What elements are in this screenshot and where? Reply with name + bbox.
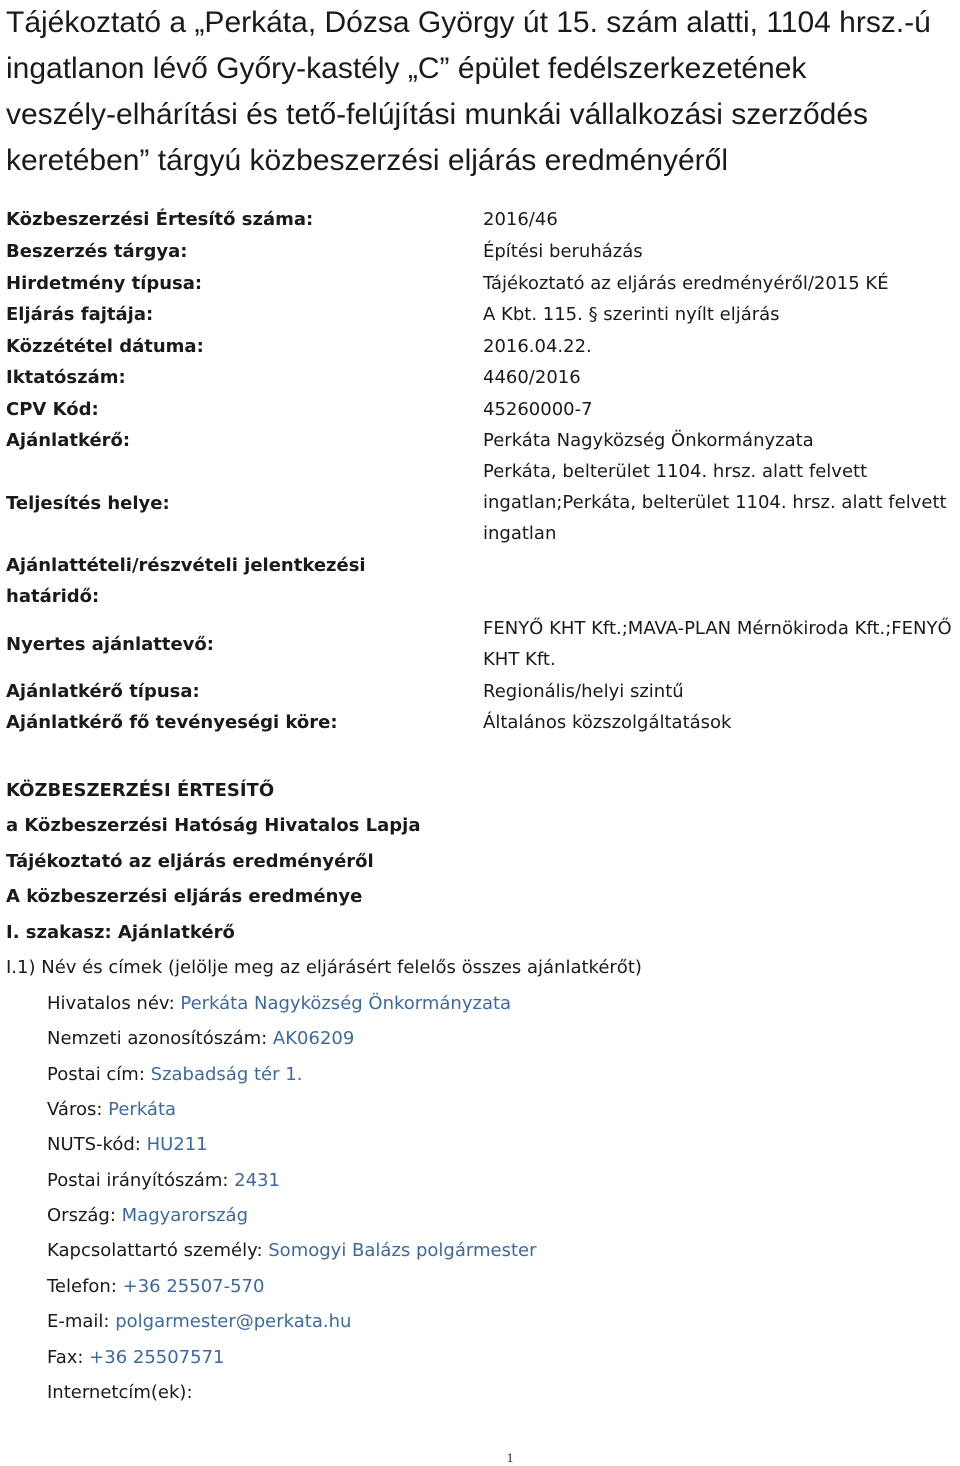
field-nuts-code [47, 1134, 208, 1155]
nyertes-label: Nyertes ajánlattevő: [6, 634, 214, 655]
tevekenyseg-label: Ajánlatkérő fő tevényeségi köre: [6, 712, 338, 733]
result-heading: A közbeszerzési eljárás eredménye [6, 886, 363, 907]
ajanlatkero-value: Perkáta Nagyközség Önkormányzata [483, 430, 814, 451]
field-label: Nemzeti azonosítószám: [47, 1028, 273, 1049]
tipus-label: Ajánlatkérő típusa: [6, 681, 200, 702]
field-fax [47, 1347, 225, 1368]
cpv-value: 45260000-7 [483, 399, 593, 420]
field-label: Hivatalos név: [47, 993, 181, 1014]
field-country [47, 1205, 248, 1226]
field-label: NUTS-kód: [47, 1134, 147, 1155]
notice-heading: Tájékoztató az eljárás eredményéről [6, 851, 374, 872]
hirdetmeny-label: Hirdetmény típusa: [6, 273, 203, 294]
iktato-label: Iktatószám: [6, 367, 126, 388]
field-label: Postai irányítószám: [47, 1170, 235, 1191]
page-number: 1 [506, 1450, 514, 1465]
field-web-address [47, 1382, 193, 1403]
email-link[interactable]: polgarmester@perkata.hu [115, 1311, 352, 1332]
nyertes-value: FENYŐ KHT Kft.;MAVA-PLAN Mérnökiroda Kft.;FENYŐ KHT Kft. [483, 618, 952, 670]
targy-value: Építési beruházás [483, 241, 643, 262]
field-postal-address [47, 1064, 302, 1085]
field-city [47, 1099, 176, 1120]
hirdetmeny-value: Tájékoztató az eljárás eredményéről/2015 KÉ [483, 273, 889, 294]
field-official-name [47, 993, 511, 1014]
bulletin-heading: KÖZBESZERZÉSI ÉRTESÍTŐ [6, 780, 275, 801]
tipus-value: Regionális/helyi szintű [483, 681, 684, 702]
field-phone [47, 1276, 264, 1297]
field-postal-code [47, 1170, 280, 1191]
tevekenyseg-value: Általános közszolgáltatások [483, 712, 732, 733]
fajta-value: A Kbt. 115. § szerinti nyílt eljárás [483, 304, 780, 325]
field-value: 2431 [234, 1170, 280, 1191]
field-value: +36 25507-570 [122, 1276, 265, 1297]
section-heading: I. szakasz: Ajánlatkérő [6, 922, 235, 943]
field-value: Perkáta Nagyközség Önkormányzata [180, 993, 512, 1014]
cpv-label: CPV Kód: [6, 399, 99, 420]
field-label: Internetcím(ek): [47, 1382, 193, 1403]
field-label: Ország: [47, 1205, 122, 1226]
document-title: Tájékoztató a „Perkáta, Dózsa György út 15. szám alatti, 1104 hrsz.-ú ingatlanon lévő Győry-kastély „C” épület fedélszerkezetének veszély-elhárítási és tető-felújítási munkái vállalkozási szerződés keretében” tárgyú közbeszerzési eljárás eredményéről [6, 6, 931, 177]
kozzetetel-label: Közzététel dátuma: [6, 336, 204, 357]
field-contact-person [47, 1240, 537, 1261]
field-value: AK06209 [272, 1028, 355, 1049]
field-email [47, 1311, 351, 1332]
field-label: E-mail: [47, 1311, 116, 1332]
field-label: Telefon: [47, 1276, 123, 1297]
targy-label: Beszerzés tárgya: [6, 241, 188, 262]
field-value: +36 25507571 [89, 1347, 225, 1368]
field-value: Szabadság tér 1. [150, 1064, 303, 1085]
ertesito-value: 2016/46 [483, 209, 558, 230]
field-value: Somogyi Balázs polgármester [268, 1240, 537, 1261]
field-value: HU211 [146, 1134, 208, 1155]
section-1-1: I.1) Név és címek (jelölje meg az eljárásért felelős összes ajánlatkérőt) [6, 957, 642, 978]
ajanlatkero-label: Ajánlatkérő: [6, 430, 131, 451]
field-value: Magyarország [121, 1205, 249, 1226]
kozzetetel-value: 2016.04.22. [483, 336, 592, 357]
field-value: Perkáta [108, 1099, 177, 1120]
field-label: Fax: [47, 1347, 90, 1368]
field-label: Város: [47, 1099, 109, 1120]
iktato-value: 4460/2016 [483, 367, 581, 388]
field-label: Kapcsolattartó személy: [47, 1240, 269, 1261]
fajta-label: Eljárás fajtája: [6, 304, 154, 325]
bulletin-subheading: a Közbeszerzési Hatóság Hivatalos Lapja [6, 815, 421, 836]
field-label: Postai cím: [47, 1064, 151, 1085]
hatarido-label: Ajánlattételi/részvételi jelentkezési határidő: [6, 555, 366, 607]
field-national-id [47, 1028, 354, 1049]
ertesito-label: Közbeszerzési Értesítő száma: [6, 209, 314, 230]
teljesites-value: Perkáta, belterület 1104. hrsz. alatt felvett ingatlan;Perkáta, belterület 1104. hrsz. alatt felvett ingatlan [483, 461, 947, 544]
teljesites-label: Teljesítés helye: [6, 493, 170, 514]
